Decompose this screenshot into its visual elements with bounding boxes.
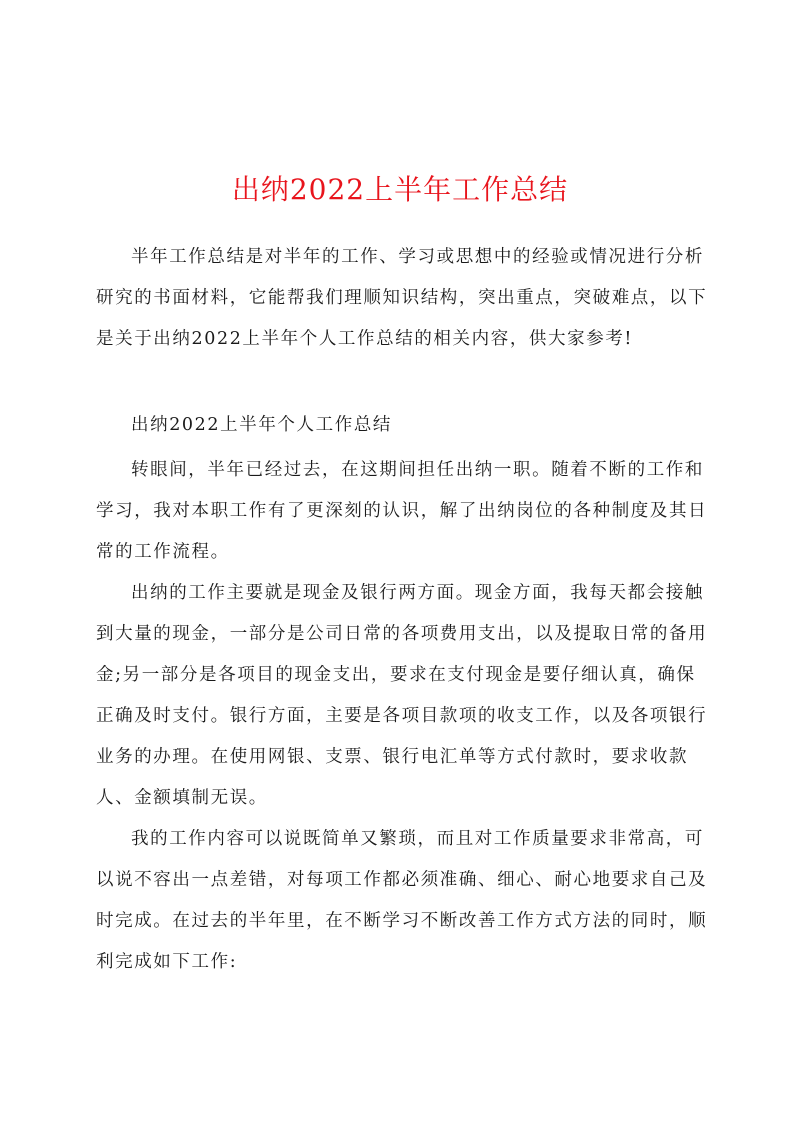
intro-paragraph: 半年工作总结是对半年的工作、学习或思想中的经验或情况进行分析研究的书面材料，它能帮我们理顺知识结构，突出重点，突破难点，以下是关于出纳2022上半年个人工作总结的相关内容，供大家参考!	[96, 247, 708, 349]
body-paragraph-1: 转眼间，半年已经过去，在这期间担任出纳一职。随着不断的工作和学习，我对本职工作有了更深刻的认识，解了出纳岗位的各种制度及其日常的工作流程。	[96, 460, 708, 562]
body-paragraph-2: 出纳的工作主要就是现金及银行两方面。现金方面，我每天都会接触到大量的现金，一部分是公司日常的各项费用支出，以及提取日常的备用金;另一部分是各项目的现金支出，要求在支付现金是要仔细认真，确保正确及时支付。银行方面，主要是各项目款项的收支工作，以及各项银行业务的办理。在使用网银、支票、银行电汇单等方式付款时，要求收款人、金额填制无误。	[96, 583, 708, 808]
body-paragraph-3: 我的工作内容可以说既简单又繁琐，而且对工作质量要求非常高，可以说不容出一点差错，对每项工作都必须准确、细心、耐心地要求自己及时完成。在过去的半年里，在不断学习不断改善工作方式方法的同时，顺利完成如下工作:	[96, 829, 708, 972]
section-heading: 出纳2022上半年个人工作总结	[131, 415, 393, 435]
document-title: 出纳2022上半年工作总结	[231, 173, 569, 206]
